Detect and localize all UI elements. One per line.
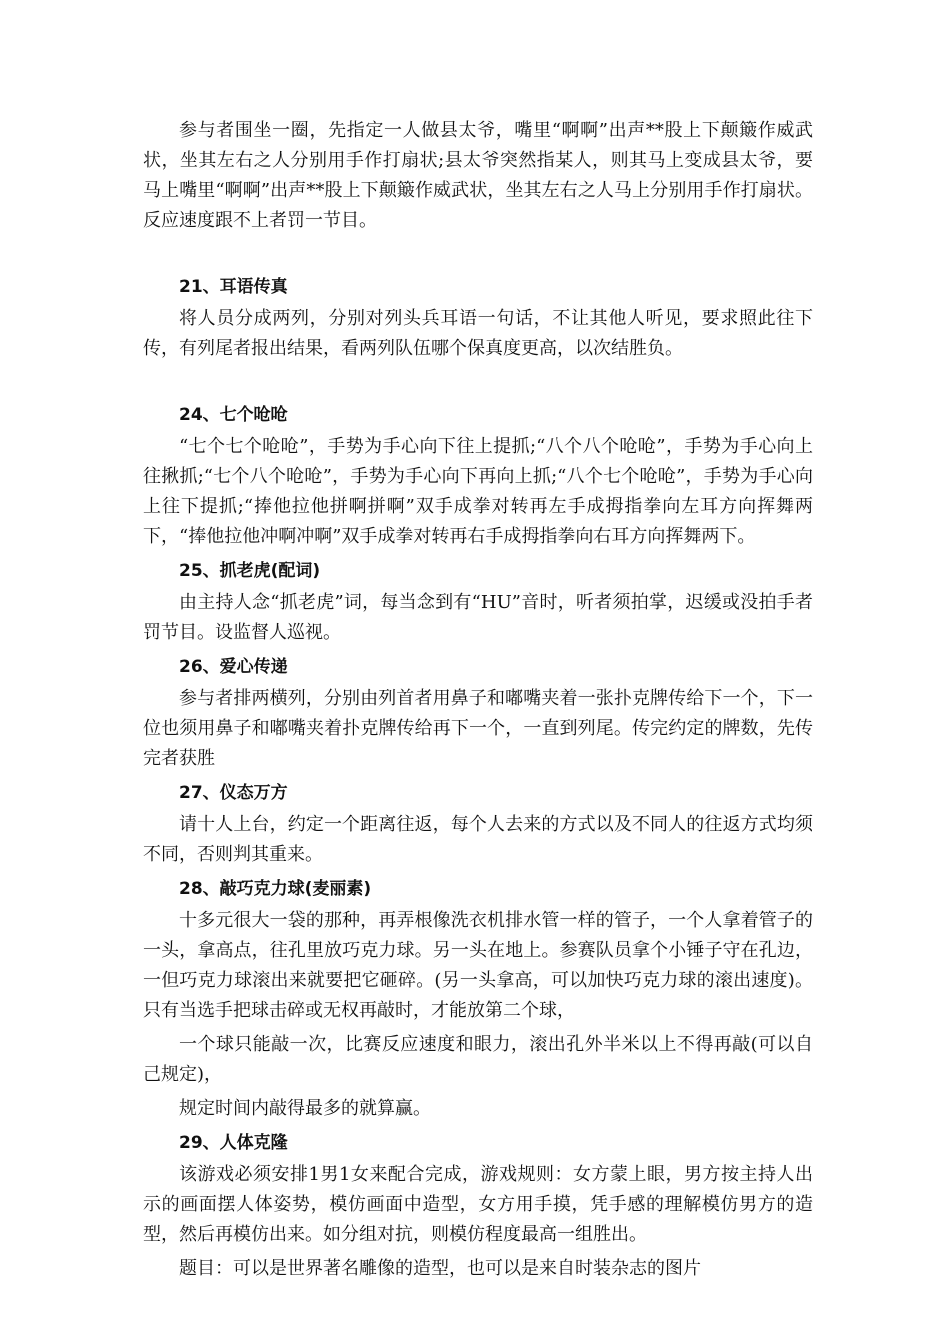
paragraph-29-b: 题目：可以是世界著名雕像的造型，也可以是来自时装杂志的图片 [179, 1258, 701, 1279]
heading-21-whisper: 21、耳语传真 [179, 277, 288, 297]
paragraph-28-b: 一个球只能敲一次，比赛反应速度和眼力，滚出孔外半米以上不得再敲(可以自己规定)， [143, 1034, 813, 1085]
document-page [143, 116, 813, 1284]
paragraph-27: 请十人上台，约定一个距离往返，每个人去来的方式以及不同人的往返方式均须不同，否则判其重来。 [143, 814, 813, 865]
heading-24-seven-qiangqiang: 24、七个呛呛 [179, 405, 288, 425]
paragraph-28-c: 规定时间内敲得最多的就算赢。 [179, 1098, 431, 1119]
paragraph-29-a: 该游戏必须安排1男1女来配合完成，游戏规则：女方蒙上眼，男方按主持人出示的画面摆人体姿势，模仿画面中造型，女方用手摸，凭手感的理解模仿男方的造型，然后再模仿出来。如分组对抗，则模仿程度最高一组胜出。 [143, 1164, 813, 1245]
paragraph-25: 由主持人念“抓老虎”词，每当念到有“HU”音时，听者须拍掌，迟缓或没拍手者罚节目。设监督人巡视。 [143, 592, 813, 643]
heading-29-human-clone: 29、人体克隆 [179, 1133, 288, 1153]
paragraph-21: 将人员分成两列，分别对列头兵耳语一句话，不让其他人听见，要求照此往下传，有列尾者报出结果，看两列队伍哪个保真度更高，以次结胜负。 [143, 308, 813, 359]
heading-26-love-relay: 26、爱心传递 [179, 657, 288, 677]
heading-25-catch-tiger: 25、抓老虎(配词) [179, 561, 321, 581]
paragraph-24: “七个七个呛呛”，手势为手心向下往上提抓;“八个八个呛呛”，手势为手心向上往揪抓;“七个八个呛呛”，手势为手心向下再向上抓;“八个七个呛呛”，手势为手心向上往下提抓;“捧他拉他拼啊拼啊”双手成拳对转再左手成拇指拳向左耳方向挥舞两下，“捧他拉他冲啊冲啊”双手成拳对转再右手成拇指拳向右耳方向挥舞两下。 [143, 436, 813, 547]
intro-paragraph: 参与者围坐一圈，先指定一人做县太爷，嘴里“啊啊”出声**股上下颠簸作威武状，坐其左右之人分别用手作打扇状;县太爷突然指某人，则其马上变成县太爷，要马上嘴里“啊啊”出声**股上下颠簸作威武状，坐其左右之人马上分别用手作打扇状。反应速度跟不上者罚一节目。 [143, 120, 813, 231]
heading-28-chocolate-balls: 28、敲巧克力球(麦丽素) [179, 879, 372, 899]
heading-27-graceful-manners: 27、仪态万方 [179, 783, 288, 803]
paragraph-26: 参与者排两横列，分别由列首者用鼻子和嘟嘴夹着一张扑克牌传给下一个，下一位也须用鼻子和嘟嘴夹着扑克牌传给再下一个，一直到列尾。传完约定的牌数，先传完者获胜 [143, 688, 813, 769]
paragraph-28-a: 十多元很大一袋的那种，再弄根像洗衣机排水管一样的管子，一个人拿着管子的一头，拿高点，往孔里放巧克力球。另一头在地上。参赛队员拿个小锤子守在孔边，一但巧克力球滚出来就要把它砸碎。(另一头拿高，可以加快巧克力球的滚出速度)。只有当选手把球击碎或无权再敲时，才能放第二个球， [143, 910, 813, 1021]
